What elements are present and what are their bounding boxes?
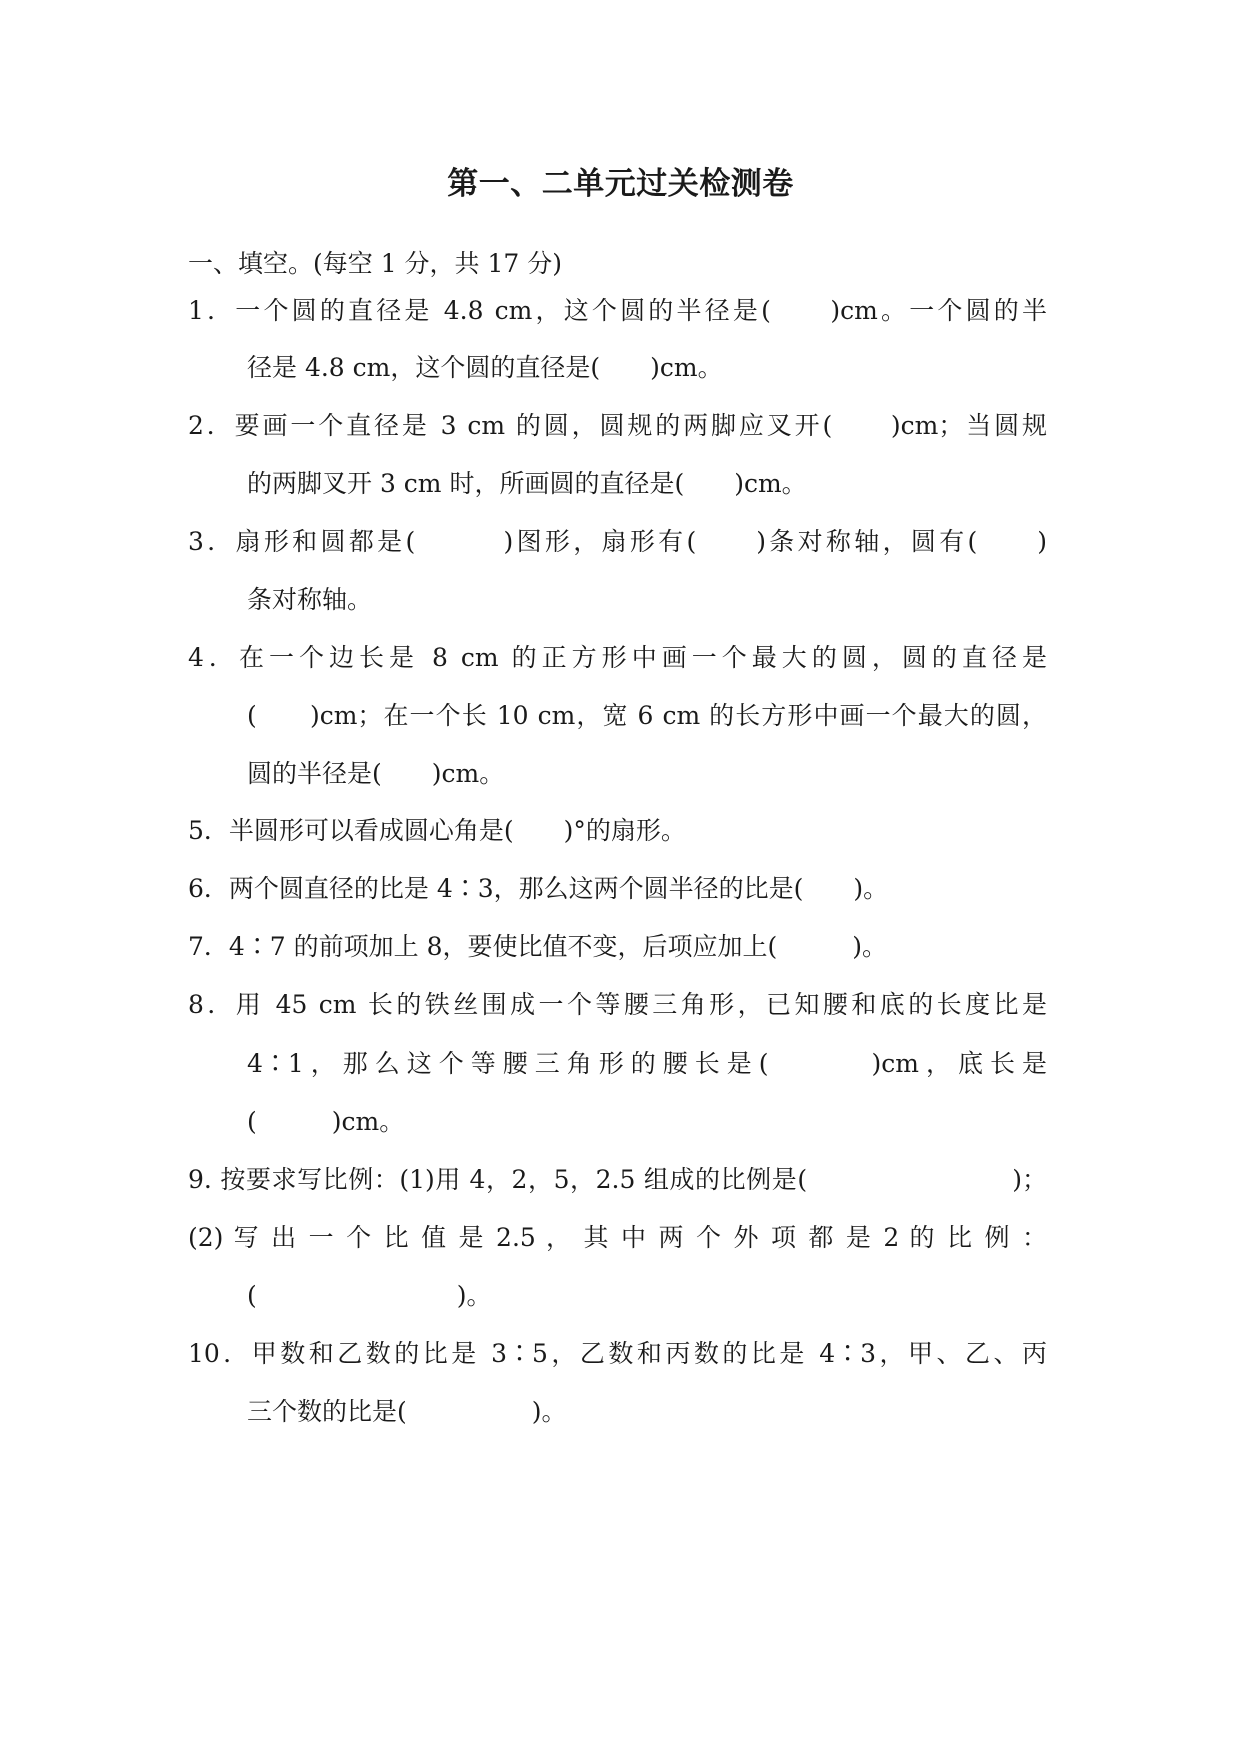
question-5-line-1: 5．半圆形可以看成圆心角是( )°的扇形。 (188, 816, 686, 845)
question-6-line-1: 6．两个圆直径的比是 4∶3，那么这两个圆半径的比是( )。 (188, 874, 889, 903)
question-1-line-2: 径是 4.8 cm，这个圆的直径是( )cm。 (247, 353, 723, 382)
question-4-line-2: ( )cm；在一个长 10 cm，宽 6 cm 的长方形中画一个最大的圆， (247, 701, 1047, 730)
question-3-line-1: 3．扇形和圆都是( )图形，扇形有( )条对称轴，圆有( ) (188, 527, 1047, 556)
question-9-line-3: ( )。 (247, 1281, 492, 1310)
question-2-line-2: 的两脚叉开 3 cm 时，所画圆的直径是( )cm。 (247, 469, 807, 498)
question-4-line-1: 4．在一个边长是 8 cm 的正方形中画一个最大的圆，圆的直径是 (188, 643, 1047, 672)
question-8-line-1: 8．用 45 cm 长的铁丝围成一个等腰三角形，已知腰和底的长度比是 (188, 990, 1047, 1019)
question-8-line-3: ( )cm。 (247, 1107, 405, 1136)
question-9-line-2: (2) 写 出 一 个 比 值 是 2.5 ， 其 中 两 个 外 项 都 是 2 的 比 例 ： (188, 1223, 1047, 1252)
question-8-line-2: 4∶1，那么这个等腰三角形的腰长是( )cm，底长是 (247, 1049, 1047, 1078)
question-7-line-1: 7．4∶7 的前项加上 8，要使比值不变，后项应加上( )。 (188, 932, 888, 961)
question-3-line-2: 条对称轴。 (247, 585, 373, 614)
question-10-line-1: 10．甲数和乙数的比是 3∶5，乙数和丙数的比是 4∶3，甲、乙、丙 (188, 1339, 1047, 1368)
question-2-line-1: 2．要画一个直径是 3 cm 的圆，圆规的两脚应叉开( )cm；当圆规 (188, 411, 1047, 440)
question-9-line-1: 9. 按要求写比例：(1)用 4，2，5，2.5 组成的比例是( )； (188, 1165, 1047, 1194)
section-heading: 一、填空。(每空 1 分，共 17 分) (188, 249, 563, 278)
question-1-line-1: 1．一个圆的直径是 4.8 cm，这个圆的半径是( )cm。一个圆的半 (188, 296, 1047, 325)
question-10-line-2: 三个数的比是( )。 (247, 1397, 567, 1426)
question-4-line-3: 圆的半径是( )cm。 (247, 759, 505, 788)
page-title: 第一、二单元过关检测卷 (447, 166, 794, 202)
